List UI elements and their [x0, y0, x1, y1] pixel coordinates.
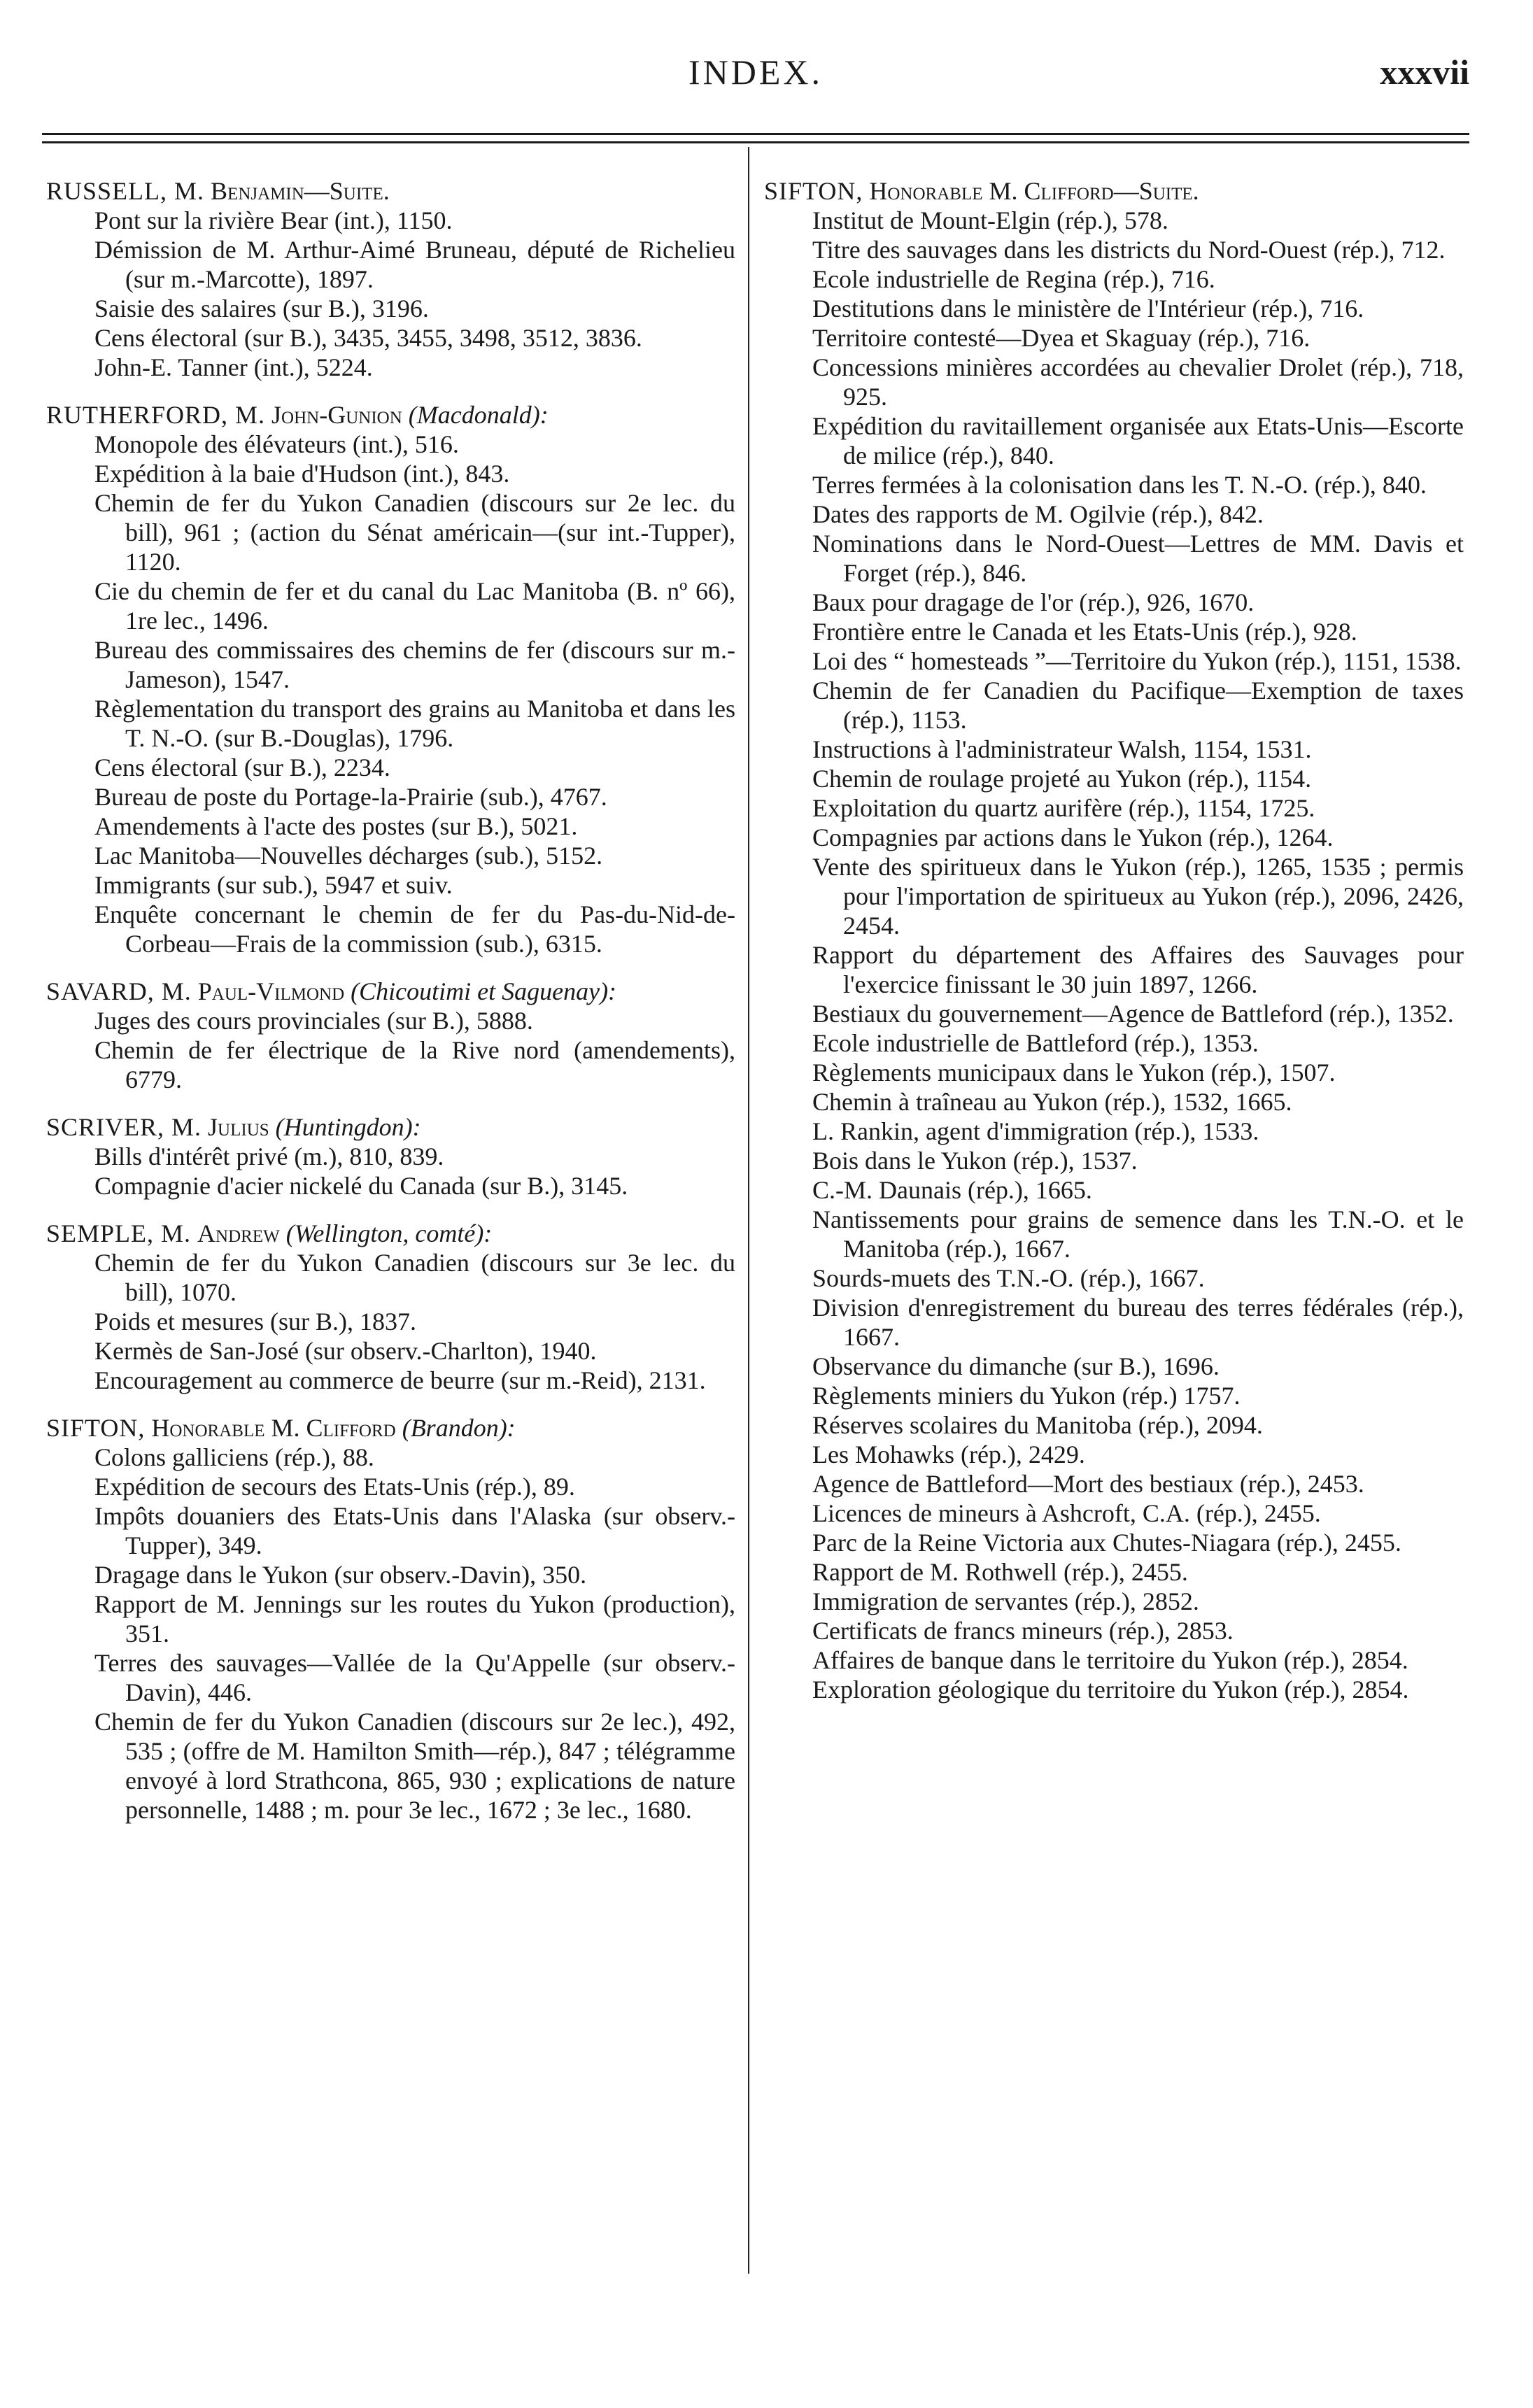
member-riding: (Wellington, comté): [285, 1219, 493, 1247]
entry-heading [46, 176, 735, 206]
index-subentry: Lac Manitoba—Nouvelles décharges (sub.), 5152. [94, 842, 603, 870]
member-given-name: Julius [208, 1113, 269, 1141]
member-riding: (Chicoutimi et Saguenay): [351, 977, 617, 1005]
entry-heading [46, 1413, 735, 1443]
entry-heading [46, 1112, 735, 1142]
member-name: SIFTON, [764, 177, 863, 205]
index-subentry: Baux pour dragage de l'or (rép.), 926, 1670. [812, 588, 1255, 616]
index-subentry: Saisie des salaires (sur B.), 3196. [94, 295, 429, 323]
member-name: RUSSELL, M. [46, 177, 205, 205]
entry-heading [46, 977, 735, 1006]
index-subentry: Réserves scolaires du Manitoba (rép.), 2094. [812, 1411, 1263, 1439]
index-entry [46, 1219, 735, 1395]
entry-heading [46, 1219, 735, 1248]
index-subentry: Chemin de roulage projeté au Yukon (rép.), 1154. [812, 765, 1312, 793]
member-riding: (Macdonald): [408, 401, 549, 429]
index-subentry: Bureau de poste du Portage-la-Prairie (sub.), 4767. [94, 783, 607, 811]
index-subentry: Nantissements pour grains de semence dans les T.N.-O. et le Manitoba (rép.), 1667. [812, 1205, 1464, 1263]
index-subentry: Les Mohawks (rép.), 2429. [812, 1440, 1085, 1468]
entry-heading [46, 400, 735, 430]
index-subentry: Expédition du ravitaillement organisée aux Etats-Unis—Escorte de milice (rép.), 840. [812, 412, 1464, 469]
right-column [764, 176, 1464, 1722]
index-subentry: Vente des spiritueux dans le Yukon (rép.), 1265, 1535 ; permis pour l'importation de spiritueux au Yukon (rép.), 2096, 2426, 2454. [812, 853, 1464, 940]
index-subentry: Dragage dans le Yukon (sur observ.-Davin), 350. [94, 1561, 587, 1589]
index-subentry: Amendements à l'acte des postes (sur B.), 5021. [94, 812, 578, 840]
index-subentry: Cens électoral (sur B.), 2234. [94, 753, 390, 781]
index-subentry: Démission de M. Arthur-Aimé Bruneau, député de Richelieu (sur m.-Marcotte), 1897. [94, 236, 735, 293]
index-subentry: Bois dans le Yukon (rép.), 1537. [812, 1147, 1138, 1175]
index-subentry: Institut de Mount-Elgin (rép.), 578. [812, 206, 1168, 234]
index-subentry: Rapport de M. Rothwell (rép.), 2455. [812, 1558, 1188, 1586]
member-given-name: Honorable M. Clifford—Suite. [869, 177, 1199, 205]
index-subentry: Chemin de fer du Yukon Canadien (discours sur 2e lec. du bill), 961 ; (action du Sénat américain—(sur int.-Tupper), 1120. [94, 489, 735, 576]
member-riding: (Brandon): [402, 1414, 516, 1442]
index-subentry: Terres fermées à la colonisation dans les T. N.-O. (rép.), 840. [812, 471, 1427, 499]
member-name: RUTHERFORD, M. [46, 401, 266, 429]
index-entry [46, 1112, 735, 1201]
index-subentry: Chemin de fer électrique de la Rive nord (amendements), 6779. [94, 1036, 735, 1093]
member-name: SEMPLE, M. [46, 1219, 192, 1247]
index-subentry: Exploitation du quartz aurifère (rép.), 1154, 1725. [812, 794, 1315, 822]
column-divider [748, 147, 749, 2274]
member-given-name: Paul-Vilmond [197, 977, 345, 1005]
index-subentry: Expédition de secours des Etats-Unis (rép.), 89. [94, 1473, 575, 1501]
member-given-name: Benjamin—Suite. [211, 177, 390, 205]
index-entry [46, 400, 735, 958]
index-subentry: Impôts douaniers des Etats-Unis dans l'Alaska (sur observ.-Tupper), 349. [94, 1502, 735, 1559]
index-subentry: Monopole des élévateurs (int.), 516. [94, 430, 459, 458]
index-subentry: Poids et mesures (sur B.), 1837. [94, 1308, 416, 1336]
header-rule-bottom [42, 141, 1469, 143]
index-subentry: Règlements miniers du Yukon (rép.) 1757. [812, 1382, 1241, 1410]
left-column [46, 176, 735, 1843]
index-subentry: Bills d'intérêt privé (m.), 810, 839. [94, 1142, 444, 1170]
member-given-name: John-Gunion [271, 401, 402, 429]
member-name: SIFTON, [46, 1414, 146, 1442]
index-subentry: John-E. Tanner (int.), 5224. [94, 353, 373, 381]
member-name: SCRIVER, M. [46, 1113, 202, 1141]
index-subentry: Chemin à traîneau au Yukon (rép.), 1532, 1665. [812, 1088, 1292, 1116]
index-subentry: Bestiaux du gouvernement—Agence de Battleford (rép.), 1352. [812, 1000, 1454, 1028]
index-subentry: Parc de la Reine Victoria aux Chutes-Niagara (rép.), 2455. [812, 1529, 1401, 1557]
index-subentry: Destitutions dans le ministère de l'Intérieur (rép.), 716. [812, 295, 1364, 323]
index-subentry: C.-M. Daunais (rép.), 1665. [812, 1176, 1092, 1204]
index-subentry: Immigration de servantes (rép.), 2852. [812, 1587, 1199, 1615]
page-number: xxxvii [1380, 52, 1469, 92]
index-subentry: Chemin de fer du Yukon Canadien (discours sur 2e lec.), 492, 535 ; (offre de M. Hamilton Smith—rép.), 847 ; télégramme envoyé à lord Strathcona, 865, 930 ; explications de nature personnelle, 1488 ; m. pour 3e lec., 1672 ; 3e lec., 1680. [94, 1708, 735, 1824]
index-subentry: Chemin de fer du Yukon Canadien (discours sur 3e lec. du bill), 1070. [94, 1249, 735, 1306]
index-subentry: Kermès de San-José (sur observ.-Charlton), 1940. [94, 1337, 597, 1365]
index-entry [46, 1413, 735, 1825]
index-subentry: Règlementation du transport des grains au Manitoba et dans les T. N.-O. (sur B.-Douglas), 1796. [94, 695, 735, 752]
index-subentry: Certificats de francs mineurs (rép.), 2853. [812, 1617, 1234, 1645]
index-subentry: Pont sur la rivière Bear (int.), 1150. [94, 206, 453, 234]
index-entry [764, 176, 1464, 1704]
member-given-name: Andrew [197, 1219, 280, 1247]
entry-heading [764, 176, 1464, 206]
index-subentry: Sourds-muets des T.N.-O. (rép.), 1667. [812, 1264, 1205, 1292]
index-subentry: Expédition à la baie d'Hudson (int.), 843. [94, 460, 510, 488]
index-subentry: Cens électoral (sur B.), 3435, 3455, 3498, 3512, 3836. [94, 324, 642, 352]
header-rule-top [42, 133, 1469, 135]
index-subentry: Cie du chemin de fer et du canal du Lac Manitoba (B. nº 66), 1re lec., 1496. [94, 577, 735, 635]
index-subentry: Licences de mineurs à Ashcroft, C.A. (rép.), 2455. [812, 1499, 1321, 1527]
index-subentry: Rapport du département des Affaires des Sauvages pour l'exercice finissant le 30 juin 1897, 1266. [812, 941, 1464, 998]
index-subentry: Territoire contesté—Dyea et Skaguay (rép.), 716. [812, 324, 1311, 352]
index-subentry: Encouragement au commerce de beurre (sur m.-Reid), 2131. [94, 1366, 706, 1394]
index-subentry: Exploration géologique du territoire du Yukon (rép.), 2854. [812, 1676, 1409, 1704]
index-subentry: Rapport de M. Jennings sur les routes du Yukon (production), 351. [94, 1590, 735, 1648]
index-subentry: Chemin de fer Canadien du Pacifique—Exemption de taxes (rép.), 1153. [812, 677, 1464, 734]
index-subentry: Titre des sauvages dans les districts du Nord-Ouest (rép.), 712. [812, 236, 1446, 264]
index-subentry: Terres des sauvages—Vallée de la Qu'Appelle (sur observ.-Davin), 446. [94, 1649, 735, 1706]
index-subentry: Agence de Battleford—Mort des bestiaux (rép.), 2453. [812, 1470, 1364, 1498]
index-subentry: Bureau des commissaires des chemins de fer (discours sur m.-Jameson), 1547. [94, 636, 735, 693]
index-subentry: Enquête concernant le chemin de fer du Pas-du-Nid-de-Corbeau—Frais de la commission (sub.), 6315. [94, 900, 735, 958]
member-riding: (Huntingdon): [275, 1113, 421, 1141]
index-subentry: Ecole industrielle de Regina (rép.), 716. [812, 265, 1215, 293]
index-subentry: Ecole industrielle de Battleford (rép.), 1353. [812, 1029, 1259, 1057]
member-name: SAVARD, M. [46, 977, 192, 1005]
index-subentry: Observance du dimanche (sur B.), 1696. [812, 1352, 1220, 1380]
index-entry [46, 176, 735, 382]
index-subentry: L. Rankin, agent d'immigration (rép.), 1533. [812, 1117, 1259, 1145]
index-subentry: Juges des cours provinciales (sur B.), 5888. [94, 1007, 533, 1035]
running-head [42, 49, 1469, 98]
index-entry [46, 977, 735, 1094]
index-subentry: Instructions à l'administrateur Walsh, 1154, 1531. [812, 735, 1312, 763]
index-subentry: Immigrants (sur sub.), 5947 et suiv. [94, 871, 453, 899]
member-given-name: Honorable M. Clifford [151, 1414, 396, 1442]
index-subentry: Division d'enregistrement du bureau des terres fédérales (rép.), 1667. [812, 1294, 1464, 1351]
index-subentry: Compagnie d'acier nickelé du Canada (sur B.), 3145. [94, 1172, 628, 1200]
index-subentry: Frontière entre le Canada et les Etats-Unis (rép.), 928. [812, 618, 1357, 646]
index-subentry: Règlements municipaux dans le Yukon (rép.), 1507. [812, 1058, 1336, 1086]
index-subentry: Loi des “ homesteads ”—Territoire du Yukon (rép.), 1151, 1538. [812, 647, 1462, 675]
index-subentry: Affaires de banque dans le territoire du Yukon (rép.), 2854. [812, 1646, 1408, 1674]
index-subentry: Dates des rapports de M. Ogilvie (rép.), 842. [812, 500, 1264, 528]
index-subentry: Compagnies par actions dans le Yukon (rép.), 1264. [812, 823, 1334, 851]
index-subentry: Nominations dans le Nord-Ouest—Lettres de MM. Davis et Forget (rép.), 846. [812, 530, 1464, 587]
index-subentry: Concessions minières accordées au chevalier Drolet (rép.), 718, 925. [812, 353, 1464, 411]
index-subentry: Colons galliciens (rép.), 88. [94, 1443, 374, 1471]
page-title: INDEX. [688, 52, 824, 92]
